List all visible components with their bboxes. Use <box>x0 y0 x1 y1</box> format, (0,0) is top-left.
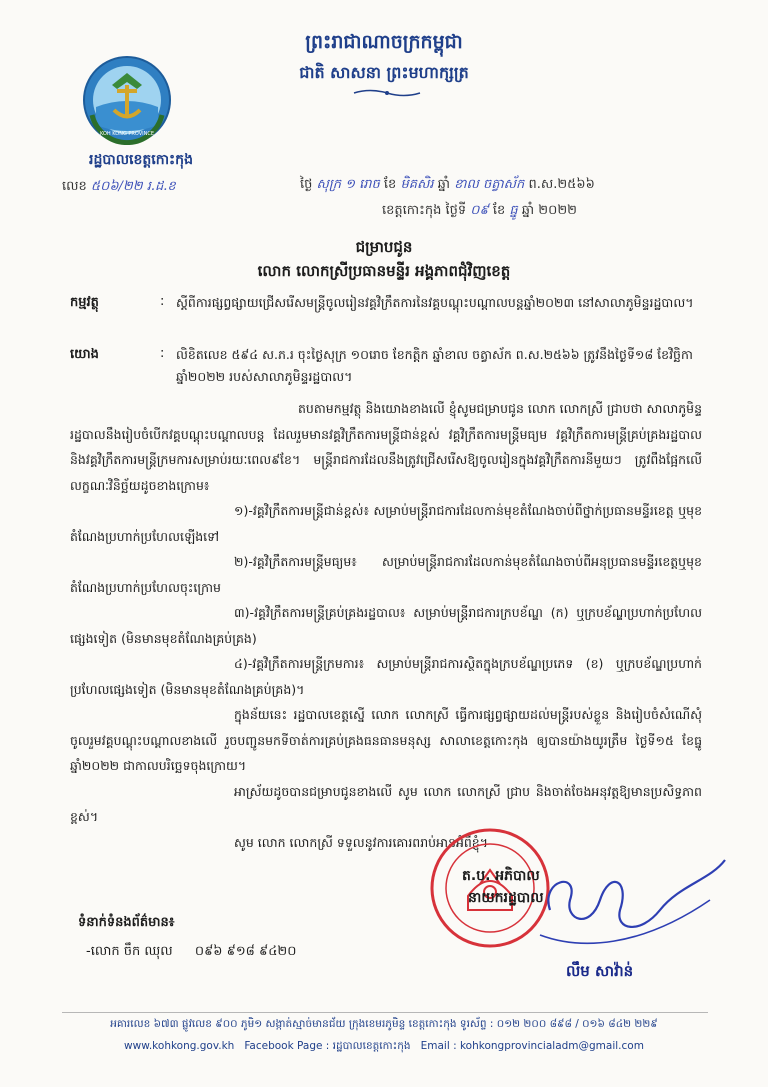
reference-label: យោង <box>70 347 99 362</box>
criteria-item-2: ២)-វគ្គវិក្រឹតការមន្ត្រីមធ្យម៖ សម្រាប់មន្ត្រីរាជការដែលកាន់មុខតំណែងចាប់ពីអនុប្រធានមន្ទីរខេត្តឬមុខតំណែងប្រហាក់ប្រហែលចុះក្រោម <box>70 554 702 595</box>
national-motto: ជាតិ សាសនា ព្រះមហាក្សត្រ <box>299 63 469 82</box>
criteria-item-3: ៣)-វគ្គវិក្រឹតការមន្ត្រីគ្រប់គ្រងរដ្ឋបាល៖ សម្រាប់មន្ត្រីរាជការក្របខ័ណ្ឌ (ក) ឬក្របខ័ណ្ឌប្រហាក់ប្រហែលផ្សេងទៀត (មិនមានមុខតំណែងគ្រប់គ្រង) <box>70 605 702 646</box>
reference-text: លិខិតលេខ ៥៩៤ ស.ភ.រ ចុះថ្ងៃសុក្រ ១០រោច ខែកត្តិក ឆ្នាំខាល ចត្វាស័ក ព.ស.២៥៦៦ ត្រូវនឹងថ្ងៃទី១៨ ខែវិច្ឆិកា ឆ្នាំ២០២២ របស់សាលាភូមិន្ទរដ្ឋបាល។ <box>176 347 693 384</box>
handwritten-signature-icon <box>520 840 730 960</box>
signatory-title-line-1: ត.ប. អភិបាល <box>462 868 540 884</box>
ref-label: លេខ <box>62 179 87 194</box>
addressee-heading: ជម្រាបជូន <box>355 238 413 256</box>
footer-facebook[interactable]: Facebook Page : រដ្ឋបាលខេត្តកោះកុង <box>244 1040 411 1052</box>
contact-line <box>86 943 296 962</box>
reference-number <box>62 178 176 197</box>
criteria-item-4: ៤)-វគ្គវិក្រឹតការមន្ត្រីក្រមការ៖ សម្រាប់មន្ត្រីរាជការស្ថិតក្នុងក្របខ័ណ្ឌប្រភេទ (ខ) ឬក្របខ័ណ្ឌប្រហាក់ប្រហែលផ្សេងទៀត (មិនមានមុខតំណែងគ្រប់គ្រង)។ <box>70 656 702 697</box>
body-paragraph-1: តបតាមកម្មវត្ថុ និងយោងខាងលើ ខ្ញុំសូមជម្រាបជូន លោក លោកស្រី ជ្រាបថា សាលាភូមិន្ទរដ្ឋបាលនឹងរៀបចំបើកវគ្គបណ្តុះបណ្តាលបន្ត ដែលរួមមានវគ្គវិក្រឹតការមន្ត្រីជាន់ខ្ពស់ វគ្គវិក្រឹតការមន្ត្រីមធ្យម វគ្គវិក្រឹតការមន្ត្រីគ្រប់គ្រងរដ្ឋបាល និងវគ្គវិក្រឹតការមន្ត្រីក្រមការសម្រាប់រយៈពេល៩ខែ។ មន្ត្រីរាជការដែលនឹងត្រូវជ្រើសរើសឱ្យចូលរៀនក្នុងវគ្គវិក្រឹតការនីមួយៗ ត្រូវពឹងផ្អែកលើលក្ខណៈវិនិច្ឆ័យដូចខាងក្រោម៖ <box>70 401 702 493</box>
footer-email[interactable]: Email : kohkongprovincialadm@gmail.com <box>420 1040 644 1052</box>
body-paragraph-4: សូម លោក លោកស្រី ទទួលនូវការគោរពរាប់អានអំពីខ្ញុំ។ <box>234 834 488 850</box>
signatory-name: លឹម សាវ៉ាន់ <box>566 962 634 980</box>
logo-caption: KOH KONG PROVINCE <box>99 131 155 137</box>
body-paragraph-3: អាស្រ័យដូចបានជម្រាបជូនខាងលើ សូម លោក លោកស្រី ជ្រាប និងចាត់ចែងអនុវត្តឱ្យមានប្រសិទ្ធភាពខ្ពស់។ <box>70 783 702 824</box>
footer-website[interactable]: www.kohkong.gov.kh <box>124 1040 235 1052</box>
footer-divider <box>62 1012 708 1013</box>
signatory-title-line-2: នាយករដ្ឋបាល <box>468 890 544 906</box>
subject-label: កម្មវត្ថុ <box>70 295 99 310</box>
criteria-item-1: ១)-វគ្គវិក្រឹតការមន្ត្រីជាន់ខ្ពស់៖ សម្រាប់មន្ត្រីរាជការដែលកាន់មុខតំណែងចាប់ពីថ្នាក់ប្រធានមន្ទីរខេត្ត ឬមុខតំណែងប្រហាក់ប្រហែលឡើងទៅ <box>70 503 702 544</box>
recipient-line: លោក លោកស្រីប្រធានមន្ទីរ អង្គភាពជុំវិញខេត្ត <box>257 262 511 280</box>
letter-body <box>70 396 702 855</box>
reference-colon: : <box>160 346 165 361</box>
footer-address: អគារលេខ ៦៧៣ ផ្លូវលេខ ៩០០ ភូមិ១ សង្កាត់ស្មាច់មានជ័យ ក្រុងខេមរភូមិន្ទ ខេត្តកោះកុង ទូរស័ព្ទ : ០១២ ២០០ ៨៩៨ / ០១៦ ៨៤២ ២២៩ <box>110 1018 658 1030</box>
issuing-authority-name: រដ្ឋបាលខេត្តកោះកុង <box>89 152 193 168</box>
lunar-date-line: ថ្ងៃ សុក្រ ១ រោច ខែ មិគសិរ ឆ្នាំ ខាល ចត្វាស័ក ព.ស.២៥៦៦ <box>300 177 595 192</box>
motto-ornament-icon <box>352 88 422 98</box>
subject-colon: : <box>160 294 165 309</box>
koh-kong-province-emblem-icon <box>82 55 172 145</box>
contact-heading: ទំនាក់ទំនងព័ត៌មាន៖ <box>78 915 175 930</box>
contact-phone: ០៩៦ ៩១៨ ៩៤២០ <box>194 944 297 959</box>
solar-date-line: ខេត្តកោះកុង ថ្ងៃទី ០៩ ខែ ធ្នូ ឆ្នាំ ២០២២ <box>382 203 578 218</box>
footer-contacts <box>0 1040 768 1055</box>
contact-person: -លោក ចឹក ឈុល <box>86 944 173 959</box>
subject-text: ស្តីពីការផ្សព្វផ្សាយជ្រើសរើសមន្ត្រីចូលរៀនវគ្គវិក្រឹតការនៃវគ្គបណ្តុះបណ្តាលបន្តឆ្នាំ២០២៣ នៅសាលាភូមិន្ទរដ្ឋបាល។ <box>176 295 694 310</box>
kingdom-title: ព្រះរាជាណាចក្រកម្ពុជា <box>305 31 463 53</box>
ref-number: ៥០៦/២២ រ.ដ.ខ <box>90 179 176 194</box>
body-paragraph-2: ក្នុងន័យនេះ រដ្ឋបាលខេត្តស្នើ លោក លោកស្រី ធ្វើការផ្សព្វផ្សាយដល់មន្ត្រីរបស់ខ្លួន និងរៀបចំសំណើសុំចូលរួមវគ្គបណ្តុះបណ្តាលខាងលើ រួចបញ្ជូនមកទីចាត់ការគ្រប់គ្រងធនធានមនុស្ស សាលាខេត្តកោះកុង ឲ្យបានយ៉ាងយូរត្រឹម ថ្ងៃទី១៥ ខែធ្នូ ឆ្នាំ២០២២ ជាកាលបរិច្ឆេទចុងក្រោយ។ <box>70 707 702 773</box>
